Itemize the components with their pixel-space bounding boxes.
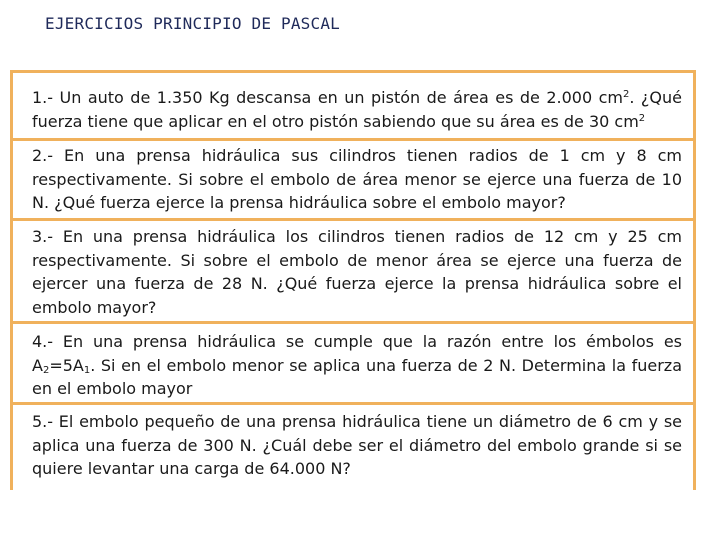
problem-1: 1.- Un auto de 1.350 Kg descansa en un pistón de área es de 2.000 $cm^2$. ¿Qué fuerza tiene que aplicar en el otro pistón sabiendo que su área es de 30 $cm^2$ (32, 88, 682, 131)
separator-2 (10, 218, 696, 221)
separator-4 (10, 402, 696, 405)
problem-3: 3.- En una prensa hidráulica los cilindros tienen radios de 12 cm y 25 cm respectivamente. Si sobre el embolo de menor área se ejerce una fuerza de ejercer una fuerza de 28 N. ¿Qué fuerza ejerce la prensa hidráulica sobre el embolo mayor? (32, 227, 682, 317)
problem-5: 5.- El embolo pequeño de una prensa hidráulica tiene un diámetro de 6 cm y se aplica una fuerza de 300 N. ¿Cuál debe ser el diámetro del embolo grande si se quiere levantar una carga de 64.000 N? (32, 412, 682, 478)
problem-4: 4.- En una prensa hidráulica se cumple que la razón entre los émbolos es $A_2=5A_1$. Si en el embolo menor se aplica una fuerza de 2 N. Determina la fuerza en el embolo mayor (32, 332, 682, 398)
problem-2: 2.- En una prensa hidráulica sus cilindros tienen radios de 1 cm y 8 cm respectivamente. Si sobre el embolo de área menor se ejerce una fuerza de 10 N. ¿Qué fuerza ejerce la prensa hidráulica sobre el embolo mayor? (32, 146, 682, 212)
separator-1 (10, 138, 696, 141)
separator-3 (10, 321, 696, 324)
page-title: EJERCICIOS PRINCIPIO DE PASCAL (45, 14, 340, 33)
